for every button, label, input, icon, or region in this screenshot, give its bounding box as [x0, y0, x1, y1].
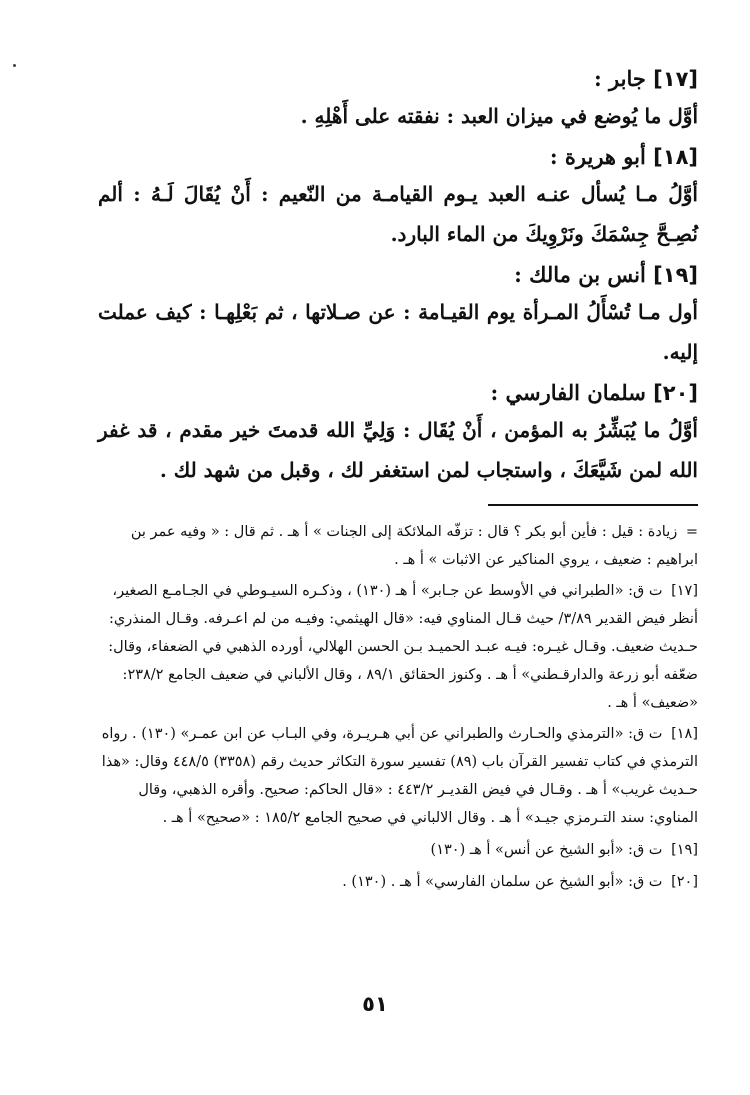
narrator-name: سلمان الفارسي : [490, 380, 646, 405]
footnote-continuation [98, 518, 698, 574]
footnote-19 [98, 836, 698, 864]
footnotes [98, 518, 698, 896]
entry-heading [98, 140, 698, 174]
entry-text: أوَّلُ مـا يُسأل عنـه العبد يـوم القيامـة من النّعيم : أَنْ يُقَالَ لَـهُ : ألم نُصِـحَّ جِسْمَكَ ونَرْوِيكَ من الماء البارد. [98, 182, 698, 246]
entry-number: [١٩] [653, 263, 698, 287]
footnote-text: ت ق: «الطبراني في الأوسط عن جـابر» أ هـ (١٣٠) ، وذكـره السيـوطي في الجـامـع الصغير، أنظر فيض القدير ٣/٨٩/ حيث قـال المناوي فيه: «قال الهيثمي: وفيـه من لم اعـرفه. وقـال المنذري: حـديث ضعيف. وقـال غيـره: فيـه عبـد الحميـد بـن الحسن الهلالي، أورده الذهبي في الضعفاء، وقال: ضعّفه أبو زرعة والدارقـطني» أ هـ . وكنوز الحقائق ٨٩/١ ، وقال الألباني في ضعيف الجامع ٢٣٨/٢: «ضعيف» أ هـ . [108, 583, 698, 711]
footnote-marker: [١٩] [671, 842, 698, 858]
entry-heading [98, 376, 698, 410]
entry-text: أوَّل ما يُوضع في ميزان العبد : نفقته على أَهْلِهِ . [300, 104, 698, 128]
entry-text: أوَّلُ ما يُبَشِّرُ به المؤمن ، أَنْ يُقَال : وَلِيِّ الله قدمتَ خير مقدم ، قد غفر الله لمن شَيَّعَكَ ، واستجاب لمن استغفر لك ، وقبل من شهد لك . [98, 418, 698, 482]
entry-17 [98, 62, 698, 136]
entry-number: [١٨] [653, 145, 698, 169]
footnote-marker: [١٨] [671, 726, 698, 742]
footnote-text: زيادة : قيل : فأين أبو بكر ؟ قال : تزفّه الملائكة إلى الجنات » أ هـ . ثم قال : « وفيه عمر بن ابراهيم : ضعيف ، يروي المناكير عن الاثبات » أ هـ . [130, 524, 698, 568]
page-number: ٥١ [362, 992, 388, 1016]
entry-number: [٢٠] [653, 381, 698, 405]
footnote-20 [98, 868, 698, 896]
footnote-text: ت ق: «أبو الشيخ عن أنس» أ هـ (١٣٠) [430, 842, 663, 858]
scan-speck [13, 64, 16, 67]
entry-number: [١٧] [653, 67, 698, 91]
narrator-name: أبو هريرة : [549, 144, 646, 169]
entry-18 [98, 140, 698, 254]
footnote-marker: [٢٠] [671, 874, 698, 890]
entry-heading [98, 258, 698, 292]
narrator-name: جابر : [593, 66, 646, 91]
entry-heading [98, 62, 698, 96]
entry-text: أول مـا تُسْأَلُ المـرأة يوم القيـامة : عن صـلاتها ، ثم بَعْلِهـا : كيف عملت إليه. [98, 300, 698, 364]
footnote-text: ت ق: «الترمذي والحـارث والطبراني عن أبي هـريـرة، وفي البـاب عن ابن عمـر» (١٣٠) . رواه الترمذي في كتاب تفسير القرآن باب (٨٩) تفسير سورة التكاثر حديث رقم (٣٣٥٨) ٤٤٨/٥ وقال: «هذا حـديث غريب» أ هـ . وقـال في فيض القديـر ٤٤٣/٢ : «قال الحاكم: صحيح. وأقره الذهبي، وقال المناوي: سند التـرمزي جيـد» أ هـ . وقال الالباني في صحيح الجامع ١٨٥/٢ : «صحيح» أ هـ . [101, 726, 698, 826]
narrator-name: أنس بن مالك : [514, 262, 646, 287]
footnote-17 [98, 577, 698, 717]
footnote-text: ت ق: «أبو الشيخ عن سلمان الفارسي» أ هـ . (١٣٠) . [342, 874, 663, 890]
entry-19 [98, 258, 698, 372]
footnote-divider [488, 504, 698, 506]
footnote-18 [98, 720, 698, 832]
footnote-marker: = [685, 524, 698, 540]
footnote-marker: [١٧] [671, 583, 698, 599]
page-content [98, 62, 698, 899]
entry-20 [98, 376, 698, 490]
